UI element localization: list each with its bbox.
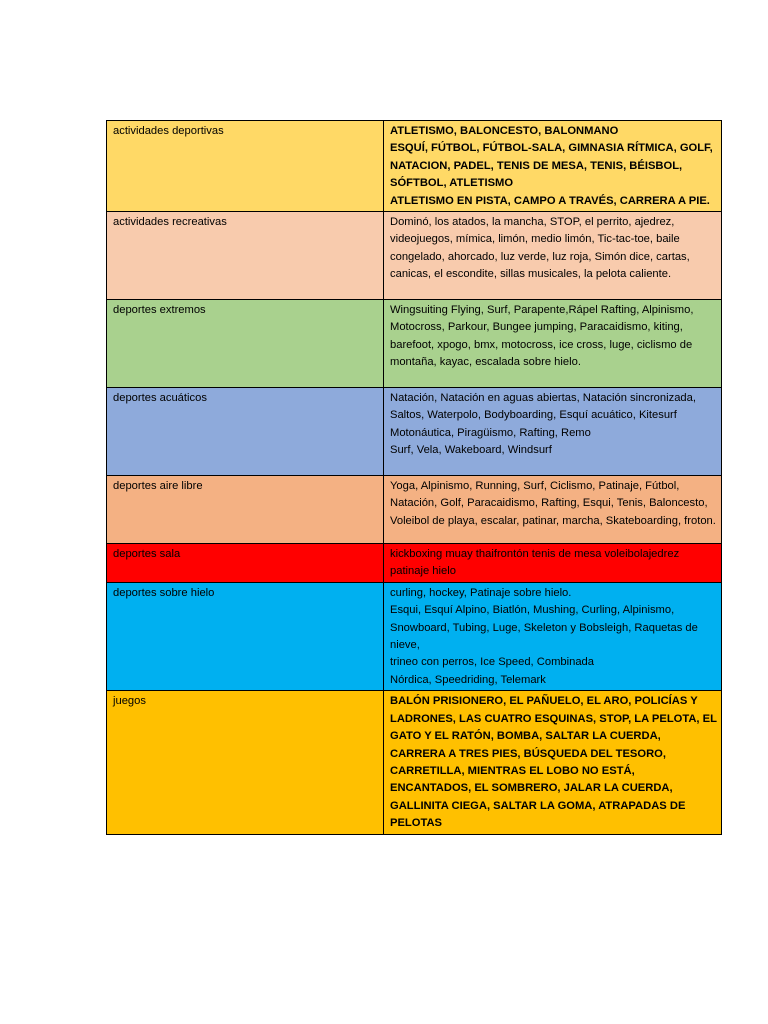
item-line: Dominó, los atados, la mancha, STOP, el perrito, ajedrez, videojuegos, mímica, limón, medio limón, Tic-tac-toe, baile congelado, ahorcado, luz verde, luz roja, Simón dice, cartas, canicas, el escondite, sillas musicales, la pelota caliente. — [390, 216, 690, 281]
item-line: Wingsuiting Flying, Surf, Parapente,Rápel Rafting, Alpinismo, Motocross, Parkour, Bungee jumping, Paracaidismo, kiting, barefoot, xpogo, bmx, motocross, ice cross, luge, ciclismo de montaña, kayac, escalada sobre hielo. — [390, 304, 694, 369]
category-cell — [107, 388, 384, 476]
table-row-actividades-deportivas — [107, 121, 722, 212]
items-cell — [384, 121, 722, 212]
item-line: BALÓN PRISIONERO, EL PAÑUELO, EL ARO, POLICÍAS Y LADRONES, LAS CUATRO ESQUINAS, STOP, LA PELOTA, EL GATO Y EL RATÓN, BOMBA, SALTAR LA CUERDA, CARRERA A TRES PIES, BÚSQUEDA DEL TESORO, CARRETILLA, MIENTRAS EL LOBO NO ESTÁ, ENCANTADOS, EL SOMBRERO, JALAR LA CUERDA, GALLINITA CIEGA, SALTAR LA GOMA, ATRAPADAS DE PELOTAS — [390, 695, 717, 830]
category-cell — [107, 476, 384, 544]
category-cell — [107, 212, 384, 300]
item-line: Surf, Vela, Wakeboard, Windsurf — [390, 444, 552, 457]
item-line: trineo con perros, Ice Speed, Combinada — [390, 656, 594, 669]
activities-table — [106, 120, 722, 835]
item-line: kickboxing muay thaifrontón tenis de mesa voleibolajedrez patinaje hielo — [390, 548, 680, 578]
category-cell — [107, 582, 384, 690]
table-row-deportes-sobre-hielo — [107, 582, 722, 690]
items-cell — [384, 544, 722, 583]
item-line: curling, hockey, Patinaje sobre hielo. — [390, 586, 572, 599]
category-label: actividades recreativas — [113, 216, 227, 229]
category-cell — [107, 544, 384, 583]
item-line: Yoga, Alpinismo, Running, Surf, Ciclismo, Patinaje, Fútbol, Natación, Golf, Paracaidismo, Rafting, Esqui, Tenis, Baloncesto, Voleibol de playa, escalar, patinar, marcha, Skateboarding, froton. — [390, 480, 716, 527]
table-row-deportes-sala — [107, 544, 722, 583]
category-label: deportes aire libre — [113, 480, 203, 493]
table-row-deportes-aire-libre — [107, 476, 722, 544]
item-line: ESQUÍ, FÚTBOL, FÚTBOL-SALA, GIMNASIA RÍTMICA, GOLF, NATACION, PADEL, TENIS DE MESA, TENIS, BÉISBOL, SÓFTBOL, ATLETISMO — [390, 142, 713, 190]
category-cell — [107, 121, 384, 212]
item-line: Nórdica, Speedriding, Telemark — [390, 673, 546, 686]
items-cell — [384, 691, 722, 834]
item-line: Esqui, Esquí Alpino, Biatlón, Mushing, Curling, Alpinismo, Snowboard, Tubing, Luge, Skeleton y Bobsleigh, Raquetas de nieve, — [390, 604, 698, 652]
item-line: Natación, Natación en aguas abiertas, Natación sincronizada, Saltos, Waterpolo, Bodyboarding, Esquí acuático, Kitesurf — [390, 392, 696, 422]
category-cell — [107, 691, 384, 834]
category-label: juegos — [113, 695, 146, 708]
item-line: ATLETISMO EN PISTA, CAMPO A TRAVÉS, CARRERA A PIE. — [390, 194, 710, 207]
category-label: deportes acuáticos — [113, 392, 207, 405]
category-label: deportes sala — [113, 548, 181, 561]
table-row-actividades-recreativas — [107, 212, 722, 300]
category-label: deportes extremos — [113, 304, 206, 317]
items-cell — [384, 212, 722, 300]
category-label: deportes sobre hielo — [113, 586, 215, 599]
table-row-deportes-extremos — [107, 300, 722, 388]
table-row-juegos — [107, 691, 722, 834]
category-cell — [107, 300, 384, 388]
category-label: actividades deportivas — [113, 125, 224, 137]
items-cell — [384, 388, 722, 476]
item-line: Motonáutica, Piragüismo, Rafting, Remo — [390, 426, 591, 439]
items-cell — [384, 476, 722, 544]
item-line: ATLETISMO, BALONCESTO, BALONMANO — [390, 125, 619, 137]
items-cell — [384, 300, 722, 388]
table-row-deportes-acuaticos — [107, 388, 722, 476]
items-cell — [384, 582, 722, 690]
